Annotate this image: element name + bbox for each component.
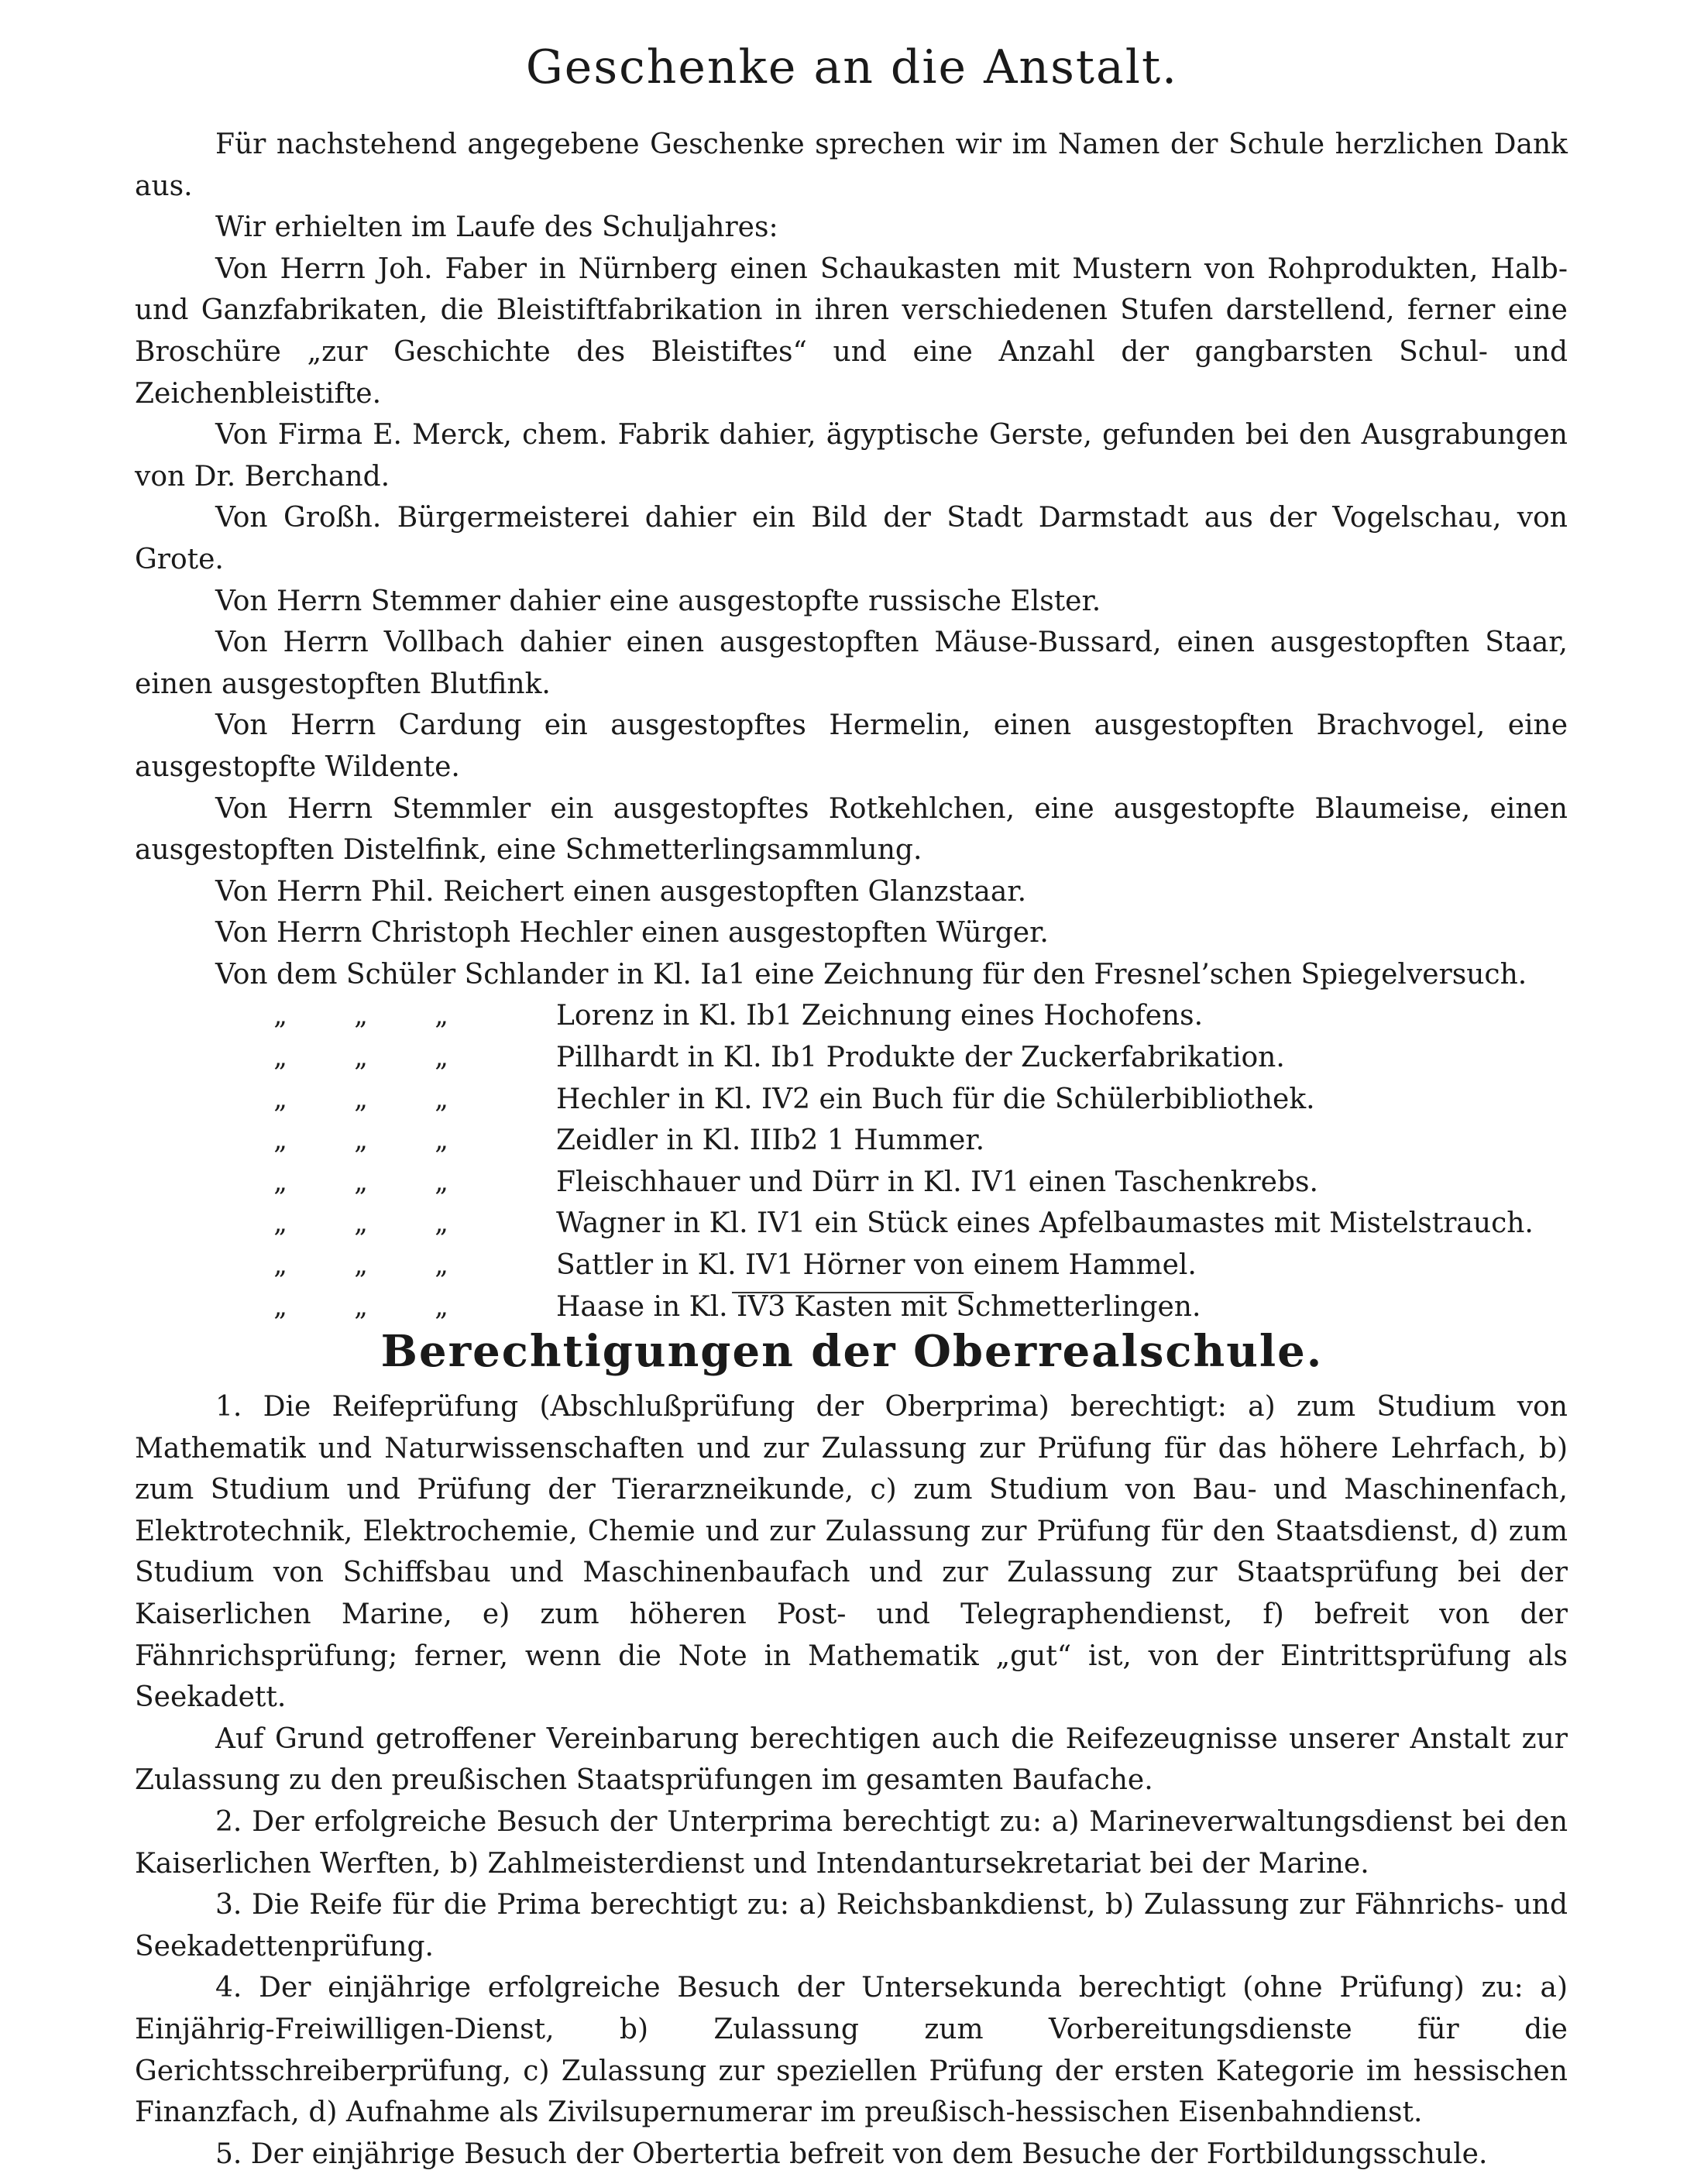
ditto-list-item [135,1203,1568,1245]
ditto-mark: „ [435,1125,448,1156]
gifts-paragraph: Von Herrn Vollbach dahier einen ausgestopften Mäuse-Bussard, einen ausgestopften Staar, einen ausgestopften Blutfink. [135,627,1568,700]
ditto-mark: „ [273,1000,287,1032]
ditto-list-item [135,1245,1568,1286]
ditto-mark: „ [435,1207,448,1239]
ditto-mark: „ [354,1249,368,1281]
ditto-mark: „ [273,1042,287,1073]
ditto-item-text: Wagner in Kl. IV1 ein Stück eines Apfelbaumastes mit Mistelstrauch. [556,1207,1534,1240]
gifts-paragraph: Von dem Schüler Schlander in Kl. Ia1 eine Zeichnung für den Fresnel’schen Spiegelversuch. [215,958,1527,991]
rights-paragraph: Auf Grund getroffener Vereinbarung berechtigen auch die Reifezeugnisse unserer Anstalt zur Zulassung zu den preußischen Staatsprüfungen im gesamten Baufache. [135,1722,1568,1797]
ditto-mark: „ [273,1249,287,1281]
ditto-mark: „ [435,1166,448,1197]
ditto-item-text: Zeidler in Kl. IIIb2 1 Hummer. [556,1125,985,1157]
ditto-list-item [135,1162,1568,1204]
ditto-mark: „ [273,1125,287,1156]
rights-paragraph: 2. Der erfolgreiche Besuch der Unterprima berechtigt zu: a) Marineverwaltungsdienst bei den Kaiserlichen Werften, b) Zahlmeisterdienst und Intendantursekretariat bei der Marine. [135,1805,1568,1880]
ditto-list-item [135,995,1568,1037]
ditto-mark: „ [354,1000,368,1032]
ditto-mark: „ [273,1083,287,1114]
rights-paragraph: 3. Die Reife für die Prima berechtigt zu: a) Reichsbankdienst, b) Zulassung zur Fähnrichs- und Seekadettenprüfung. [135,1889,1568,1963]
ditto-list-item [135,1037,1568,1079]
ditto-mark: „ [354,1125,368,1156]
rights-heading: Berechtigungen der Oberrealschule. [380,1326,1324,1377]
gifts-paragraph: Wir erhielten im Laufe des Schuljahres: [215,211,778,244]
gifts-paragraph: Für nachstehend angegebene Geschenke sprechen wir im Namen der Schule herzlichen Dank aus. [135,129,1568,202]
rights-paragraph: 4. Der einjährige erfolgreiche Besuch der Untersekunda berechtigt (ohne Prüfung) zu: a) Einjährig-Freiwilligen-Dienst, b) Zulassung zum Vorbereitungsdienste für die Gerichtsschreiberprüfung, c) Zulassung zur speziellen Prüfung der ersten Kategorie im hessischen Finanzfach, d) Aufnahme als Zivilsupernumerar im preußisch-hessischen Eisenbahndienst. [135,1972,1568,2129]
gifts-paragraph: Von Herrn Joh. Faber in Nürnberg einen Schaukasten mit Mustern von Rohprodukten, Halb- und Ganzfabrikaten, die Bleistiftfabrikation in ihren verschiedenen Stufen darstellend, ferner eine Broschüre „zur Geschichte des Bleistiftes“ und eine Anzahl der gangbarsten Schul- und Zeichenbleistifte. [135,252,1568,410]
ditto-mark: „ [354,1207,368,1239]
gifts-section [135,124,1568,1327]
ditto-mark: „ [354,1042,368,1073]
rights-paragraph: 1. Die Reifeprüfung (Abschlußprüfung der Oberprima) berechtigt: a) zum Studium von Mathematik und Naturwissenschaften und zur Zulassung zur Prüfung für das höhere Lehrfach, b) zum Studium und Prüfung der Tierarzneikunde, c) zum Studium von Bau- und Maschinenfach, Elektrotechnik, Elektrochemie, Chemie und zur Zulassung zur Prüfung für den Staatsdienst, d) zum Studium von Schiffsbau und Maschinenbaufach und zur Zulassung zur Staatsprüfung bei der Kaiserlichen Marine, e) zum höheren Post- und Telegraphendienst, f) befreit von der Fähnrichsprüfung; ferner, wenn die Note in Mathematik „gut“ ist, von der Eintrittsprüfung als Seekadett. [135,1391,1568,1714]
ditto-mark: „ [273,1290,287,1322]
gifts-paragraph: Von Firma E. Merck, chem. Fabrik dahier, ägyptische Gerste, gefunden bei den Ausgrabungen von Dr. Berchand. [135,419,1568,493]
ditto-item-text: Pillhardt in Kl. Ib1 Produkte der Zuckerfabrikation. [556,1042,1285,1074]
ditto-item-text: Haase in Kl. IV3 Kasten mit Schmetterlingen. [556,1290,1201,1323]
gifts-paragraph: Von Herrn Phil. Reichert einen ausgestopften Glanzstaar. [215,875,1027,908]
ditto-mark: „ [435,1290,448,1322]
rights-section [135,1386,1568,2175]
gifts-heading: Geschenke an die Anstalt. [525,40,1179,94]
ditto-mark: „ [354,1290,368,1322]
ditto-mark: „ [354,1166,368,1197]
ditto-mark: „ [435,1083,448,1114]
section-divider [732,1292,974,1293]
ditto-mark: „ [354,1083,368,1114]
ditto-mark: „ [273,1207,287,1239]
ditto-item-text: Sattler in Kl. IV1 Hörner von einem Hammel. [556,1249,1197,1282]
ditto-item-text: Lorenz in Kl. Ib1 Zeichnung eines Hochofens. [556,1000,1204,1032]
ditto-item-text: Fleischhauer und Dürr in Kl. IV1 einen Taschenkrebs. [556,1166,1318,1198]
ditto-mark: „ [435,1249,448,1281]
gifts-paragraph: Von Herrn Cardung ein ausgestopftes Hermelin, einen ausgestopften Brachvogel, eine ausgestopfte Wildente. [135,709,1568,783]
ditto-mark: „ [435,1000,448,1032]
ditto-item-text: Hechler in Kl. IV2 ein Buch für die Schülerbibliothek. [556,1083,1315,1115]
ditto-list-item [135,1079,1568,1121]
ditto-mark: „ [273,1166,287,1197]
rights-paragraph: 5. Der einjährige Besuch der Obertertia befreit von dem Besuche der Fortbildungsschule. [215,2138,1488,2170]
gifts-paragraph: Von Herrn Stemmer dahier eine ausgestopfte russische Elster. [215,585,1101,617]
gifts-paragraph: Von Großh. Bürgermeisterei dahier ein Bild der Stadt Darmstadt aus der Vogelschau, von Grote. [135,502,1568,575]
gifts-paragraph: Von Herrn Christoph Hechler einen ausgestopften Würger. [215,917,1049,949]
ditto-mark: „ [435,1042,448,1073]
ditto-list-item [135,1120,1568,1162]
gifts-paragraph: Von Herrn Stemmler ein ausgestopftes Rotkehlchen, eine ausgestopfte Blaumeise, einen ausgestopften Distelfink, eine Schmetterlingsammlung. [135,792,1568,867]
